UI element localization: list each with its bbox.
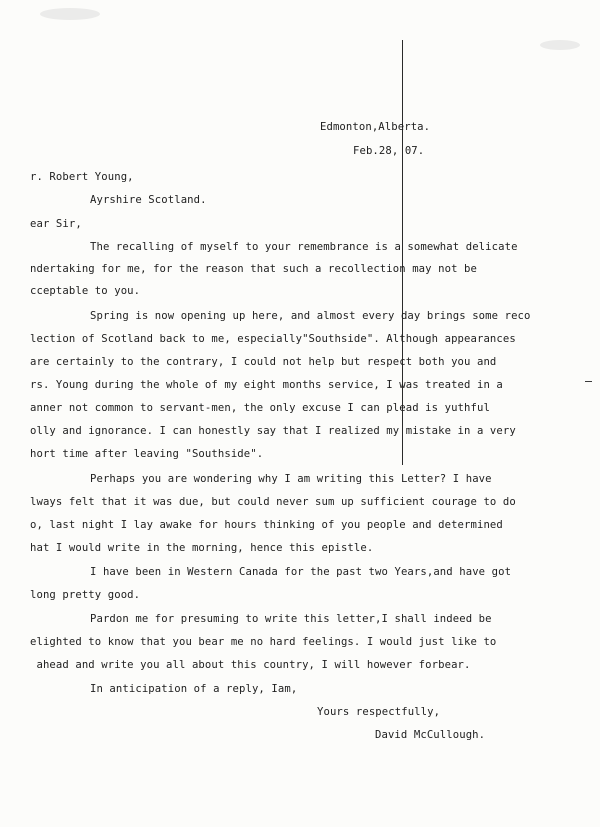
letter-place: Edmonton,Alberta. [320,121,431,133]
body-line: I have been in Western Canada for the past two Years,and have got [90,566,512,578]
letter-date: Feb.28, 07. [353,145,425,157]
body-line: rs. Young during the whole of my eight months service, I was treated in a [30,379,503,391]
body-line: The recalling of myself to your remembrance is a somewhat delicate [90,241,518,253]
body-line: elighted to know that you bear me no hard feelings. I would just like to [30,636,497,648]
body-line: hort time after leaving "Southside". [30,448,264,460]
body-line: Perhaps you are wondering why I am writing this Letter? I have [90,473,492,485]
body-line: hat I would write in the morning, hence this epistle. [30,542,374,554]
paper-smudge [40,8,100,20]
body-line: lways felt that it was due, but could never sum up sufficient courage to do [30,496,516,508]
body-line: Spring is now opening up here, and almost every day brings some reco [90,310,531,322]
recipient-place: Ayrshire Scotland. [90,194,207,206]
body-line: ahead and write you all about this country, I will however forbear. [30,659,471,671]
pen-mark [585,381,592,382]
body-line: o, last night I lay awake for hours thinking of you people and determined [30,519,503,531]
body-line: lection of Scotland back to me, especially"Southside". Although appearances [30,333,516,345]
body-line: ndertaking for me, for the reason that such a recollection may not be [30,263,477,275]
body-line: Pardon me for presuming to write this letter,I shall indeed be [90,613,492,625]
body-line: In anticipation of a reply, Iam, [90,683,298,695]
closing: Yours respectfully, [317,706,441,718]
recipient-name: r. Robert Young, [30,171,134,183]
body-line: long pretty good. [30,589,141,601]
body-line: olly and ignorance. I can honestly say that I realized my mistake in a very [30,425,516,437]
body-line: are certainly to the contrary, I could not help but respect both you and [30,356,497,368]
body-line: anner not common to servant-men, the only excuse I can plead is yuthful [30,402,490,414]
signature: David McCullough. [375,729,486,741]
body-line: cceptable to you. [30,285,141,297]
paper-smudge [540,40,580,50]
salutation: ear Sir, [30,218,82,230]
